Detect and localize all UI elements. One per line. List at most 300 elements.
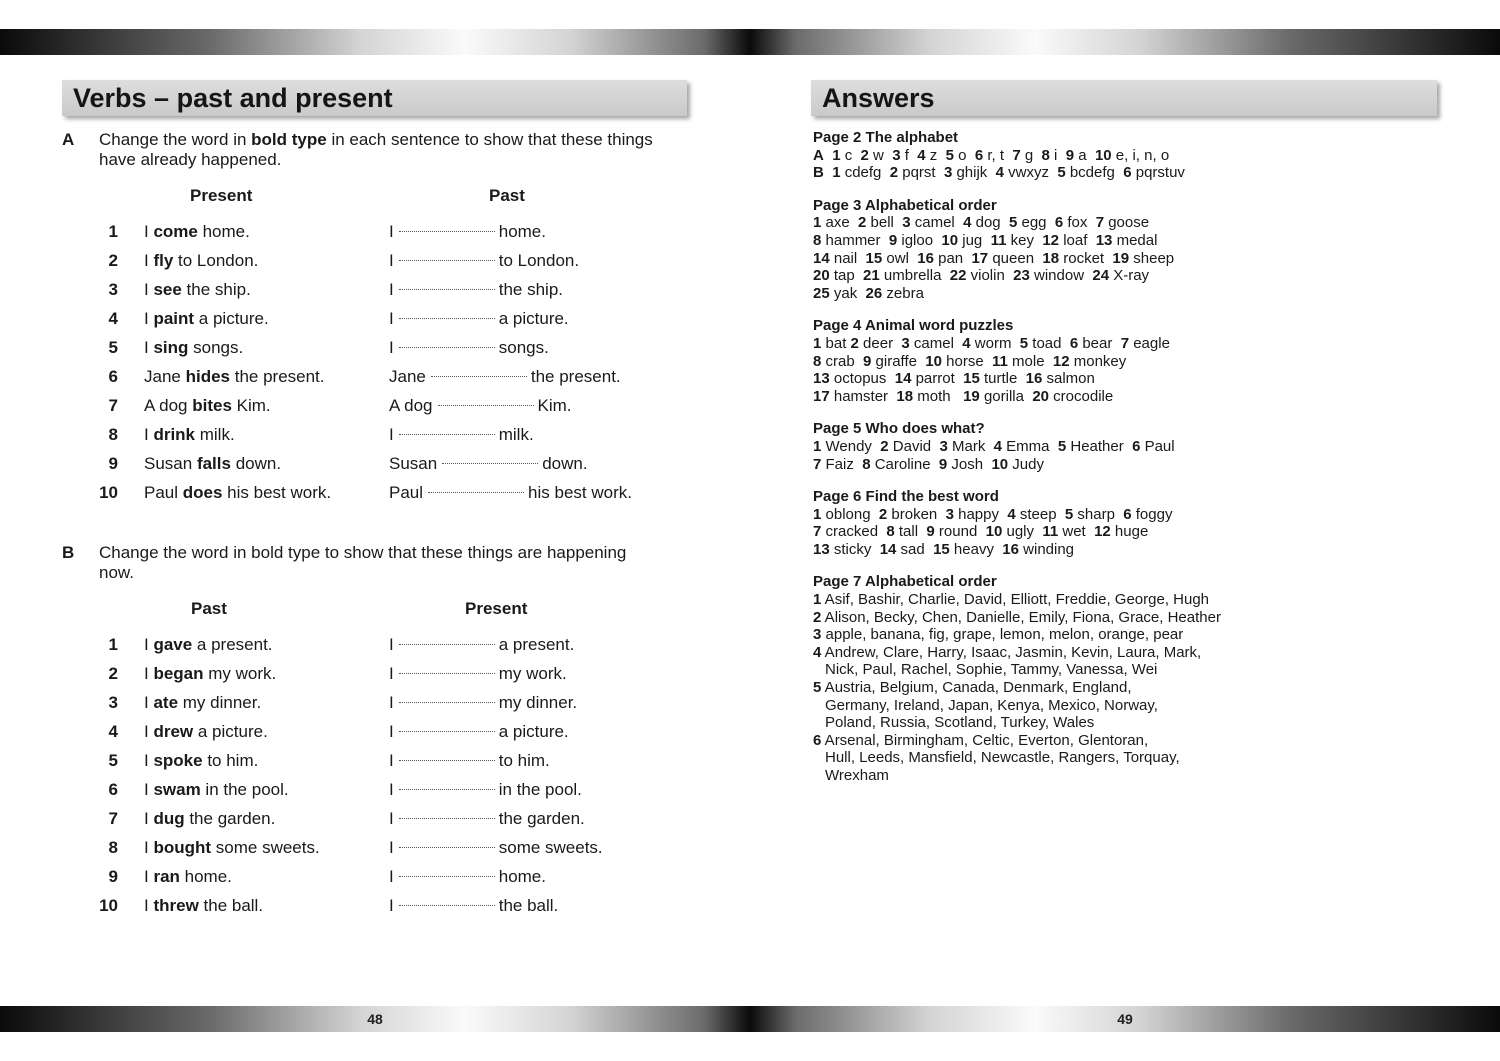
answer-text: horse	[941, 352, 993, 370]
answer-number: 1	[832, 146, 841, 164]
answer-number: 7	[1095, 214, 1105, 232]
answer-text: X-ray	[1109, 267, 1150, 285]
answer-line	[389, 394, 572, 418]
exercise-row	[0, 423, 700, 447]
target-verb: swam	[153, 780, 201, 799]
answer-text: bat	[821, 334, 851, 352]
answer-line	[389, 633, 574, 657]
answer-number: 15	[963, 370, 980, 388]
exercise-row	[0, 836, 700, 860]
sentence-start: I	[144, 780, 154, 799]
answer-subject: I	[389, 722, 394, 741]
answer-text: egg	[1017, 214, 1055, 232]
answer-number: 1	[813, 214, 822, 232]
target-verb: began	[153, 664, 204, 683]
sentence-end: milk.	[195, 425, 235, 444]
answer-text: w	[868, 146, 893, 164]
item-sentence	[144, 220, 250, 244]
sentence-start: I	[144, 838, 154, 857]
answer-text: mole	[1007, 352, 1053, 370]
answer-blank-input[interactable]	[399, 433, 495, 435]
answer-rest: the ship.	[498, 280, 563, 299]
exercise-row	[0, 452, 700, 476]
answer-number: 7	[1012, 146, 1021, 164]
answer-number: 3	[945, 505, 954, 523]
answer-rest: down.	[542, 454, 588, 473]
answer-blank-input[interactable]	[399, 672, 495, 674]
item-sentence	[144, 749, 258, 773]
section-b-instruction	[99, 543, 659, 583]
answer-text: cracked	[821, 523, 887, 541]
section-b-letter: B	[62, 543, 75, 562]
answer-number: 5	[813, 679, 822, 697]
exercise-row	[0, 778, 700, 802]
sentence-start: I	[144, 896, 154, 915]
answer-text: huge	[1110, 523, 1149, 541]
sentence-end: a picture.	[193, 722, 268, 741]
answer-text: Alison, Becky, Chen, Danielle, Emily, Fiona, Grace, Heather	[821, 608, 1221, 626]
answer-line	[813, 644, 1433, 662]
answer-block-title: Page 5 Who does what?	[813, 420, 985, 438]
sentence-end: to London.	[173, 251, 259, 270]
answer-text: salmon	[1042, 370, 1095, 388]
answer-text: heavy	[949, 540, 1003, 558]
answer-text: camel	[910, 214, 964, 232]
target-verb: ate	[153, 693, 179, 712]
answer-number: 3	[902, 214, 911, 232]
answer-rest: a present.	[498, 635, 575, 654]
answer-rest: my dinner.	[498, 693, 578, 712]
answer-line	[813, 250, 1433, 268]
answer-line	[813, 214, 1433, 232]
exercise-row	[0, 720, 700, 744]
answer-line	[389, 423, 534, 447]
right-page-number: 49	[1117, 1011, 1133, 1027]
item-number: 8	[108, 838, 118, 857]
answer-line	[813, 661, 1433, 679]
exercise-row	[0, 865, 700, 889]
answer-number: 16	[1025, 370, 1043, 388]
answer-number: 19	[1112, 249, 1130, 267]
exercise-row	[0, 481, 700, 505]
answer-blank-input[interactable]	[399, 846, 495, 848]
answer-number: 22	[949, 267, 967, 285]
answer-number: 5	[1057, 437, 1067, 455]
answer-number: 21	[863, 267, 880, 285]
answer-line	[813, 541, 1433, 559]
sentence-end: his best work.	[222, 483, 332, 502]
answer-line	[389, 278, 563, 302]
answer-number: 18	[896, 387, 914, 405]
sentence-end: to him.	[202, 751, 259, 770]
answer-rest: the present.	[530, 367, 621, 386]
answer-number: 8	[813, 231, 822, 249]
answer-text: Josh	[947, 455, 992, 473]
item-sentence	[144, 452, 281, 476]
answer-line	[813, 749, 1433, 767]
item-sentence	[144, 365, 325, 389]
answer-block	[813, 197, 1433, 303]
exercise-row	[0, 278, 700, 302]
sentence-start: I	[144, 635, 154, 654]
answer-text: giraffe	[871, 352, 926, 370]
answer-subject: I	[389, 693, 394, 712]
answer-number: 19	[963, 387, 980, 405]
sentence-end: my work.	[203, 664, 277, 683]
answer-blank-input[interactable]	[399, 817, 495, 819]
answer-number: 14	[894, 370, 912, 388]
answer-number: 17	[813, 387, 830, 405]
answer-blank-input[interactable]	[399, 759, 495, 761]
sentence-start: I	[144, 664, 154, 683]
answer-line	[389, 865, 546, 889]
answer-block-title: Page 2 The alphabet	[813, 129, 959, 146]
exercise-row	[0, 336, 700, 360]
answer-block	[813, 573, 1433, 784]
answer-blank-input[interactable]	[399, 788, 495, 790]
target-verb: bites	[192, 396, 232, 415]
answer-subject: I	[389, 222, 394, 241]
answer-rest: a picture.	[498, 309, 569, 328]
item-sentence	[144, 249, 258, 273]
answer-number: 5	[1064, 505, 1074, 523]
sentence-start: Jane	[144, 367, 186, 386]
answer-number: 20	[1032, 387, 1049, 405]
answer-text: gorilla	[979, 387, 1033, 405]
answer-text: umbrella	[879, 267, 950, 285]
answer-number: 1	[832, 164, 841, 182]
answer-line	[813, 626, 1433, 644]
answer-text: g	[1020, 146, 1042, 164]
answer-number: 15	[865, 249, 883, 267]
answer-blank-input[interactable]	[399, 259, 495, 261]
answer-subject: I	[389, 751, 394, 770]
answer-number: 7	[813, 455, 822, 473]
top-decorative-bar	[0, 29, 1500, 55]
answer-number: 6	[1054, 214, 1064, 232]
answer-number: 4	[963, 214, 972, 232]
item-sentence	[144, 633, 273, 657]
answer-number: 2	[850, 334, 859, 352]
answer-text: cdefg	[840, 164, 890, 182]
answer-text: David	[888, 437, 940, 455]
left-page-heading	[62, 80, 687, 116]
answer-rest: my work.	[498, 664, 567, 683]
answer-number: 10	[991, 455, 1009, 473]
answer-subject: I	[389, 809, 394, 828]
answer-rest: home.	[498, 222, 546, 241]
answer-rest: milk.	[498, 425, 534, 444]
item-number: 4	[108, 722, 118, 741]
target-verb: drink	[153, 425, 196, 444]
answer-blank-input[interactable]	[399, 730, 495, 732]
answer-line	[389, 720, 569, 744]
answer-number: 6	[1132, 437, 1141, 455]
item-sentence	[144, 865, 232, 889]
answer-number: 12	[1052, 352, 1070, 370]
exercise-row	[0, 662, 700, 686]
answer-text: bear	[1078, 334, 1121, 352]
answer-rest: the garden.	[498, 809, 585, 828]
answer-subject: I	[389, 338, 394, 357]
answer-number: 6	[974, 146, 984, 164]
sentence-start: I	[144, 867, 154, 886]
item-sentence	[144, 720, 268, 744]
answer-text: sheep	[1129, 249, 1175, 267]
answer-number: 13	[1095, 231, 1113, 249]
exercise-row	[0, 394, 700, 418]
target-verb: does	[182, 483, 223, 502]
answer-number: 14	[879, 540, 897, 558]
answer-text: loaf	[1059, 231, 1096, 249]
answer-line	[813, 591, 1433, 609]
right-page-title: Answers	[822, 83, 935, 113]
answer-text: z	[925, 146, 946, 164]
answer-rest: a picture.	[498, 722, 569, 741]
answer-blank-input[interactable]	[442, 462, 538, 464]
target-verb: fly	[153, 251, 174, 270]
answer-text: Wrexham	[825, 767, 889, 784]
answer-number: 5	[1019, 334, 1029, 352]
answer-number: 17	[971, 249, 989, 267]
sentence-start: Paul	[144, 483, 183, 502]
answer-number: 6	[1123, 505, 1132, 523]
target-verb: dug	[153, 809, 185, 828]
answer-text: hammer	[821, 231, 889, 249]
answer-line	[813, 506, 1433, 524]
answer-number: 8	[813, 352, 822, 370]
sentence-end: down.	[230, 454, 282, 473]
answer-subject: I	[389, 780, 394, 799]
answer-rest: some sweets.	[498, 838, 603, 857]
answer-text: wet	[1058, 523, 1095, 541]
answer-number: 10	[985, 523, 1003, 541]
sentence-end: a picture.	[194, 309, 269, 328]
answer-blank-input[interactable]	[399, 875, 495, 877]
answer-text: fox	[1063, 214, 1096, 232]
answer-subject: I	[389, 838, 394, 857]
answer-text: rocket	[1059, 249, 1113, 267]
answer-number: 6	[1069, 334, 1079, 352]
item-sentence	[144, 307, 269, 331]
answer-text: window	[1029, 267, 1093, 285]
answer-text: camel	[909, 334, 963, 352]
sentence-start: I	[144, 309, 154, 328]
item-number: 8	[108, 425, 118, 444]
exercise-row	[0, 633, 700, 657]
section-b-col-present: Present	[465, 599, 528, 618]
answer-rest: to him.	[498, 751, 550, 770]
item-number: 4	[108, 309, 118, 328]
bottom-decorative-bar	[0, 1006, 1500, 1032]
answer-line	[389, 452, 588, 476]
sentence-end: songs.	[188, 338, 244, 357]
answer-text: parrot	[911, 370, 964, 388]
sentence-end: the ship.	[181, 280, 251, 299]
answer-text: sharp	[1073, 505, 1124, 523]
answer-line	[813, 335, 1433, 353]
answer-number: 9	[888, 231, 898, 249]
target-verb: come	[153, 222, 198, 241]
answer-blank-input[interactable]	[399, 701, 495, 703]
answer-number: 10	[941, 231, 959, 249]
answer-number: 15	[933, 540, 950, 558]
answer-text: Austria, Belgium, Canada, Denmark, England,	[821, 679, 1132, 697]
answer-number: 6	[813, 731, 822, 749]
answer-number: 26	[865, 284, 883, 302]
answer-number: 2	[889, 164, 899, 182]
sentence-end: home.	[197, 222, 250, 241]
answer-number: 5	[1057, 164, 1066, 182]
answer-text: turtle	[979, 370, 1026, 388]
target-verb: see	[153, 280, 182, 299]
answer-line	[813, 438, 1433, 456]
answer-line	[389, 836, 603, 860]
item-sentence	[144, 278, 251, 302]
answer-line	[813, 267, 1433, 285]
answer-text: i	[1049, 146, 1066, 164]
answer-text: Judy	[1008, 455, 1044, 473]
sentence-start: I	[144, 693, 154, 712]
answer-blank-input[interactable]	[399, 230, 495, 232]
exercise-row	[0, 807, 700, 831]
answer-line	[389, 249, 579, 273]
item-number: 6	[108, 367, 118, 386]
answer-text: goose	[1104, 214, 1150, 232]
answer-text: bell	[866, 214, 903, 232]
answer-text: Paul	[1140, 437, 1175, 455]
answer-number: 6	[1123, 164, 1132, 182]
answer-line	[389, 807, 585, 831]
answer-line	[813, 732, 1433, 750]
answer-number: 3	[813, 626, 822, 644]
answer-blank-input[interactable]	[399, 288, 495, 290]
answer-text: Wendy	[821, 437, 881, 455]
answer-text: round	[934, 523, 986, 541]
answer-number: 4	[813, 643, 822, 661]
answer-number: 9	[1065, 146, 1075, 164]
answer-number: 4	[1007, 505, 1016, 523]
answer-number: 9	[863, 352, 872, 370]
target-verb: bought	[153, 838, 212, 857]
answer-text: f	[900, 146, 918, 164]
answer-rest: the ball.	[498, 896, 559, 915]
exercise-row	[0, 691, 700, 715]
section-a-col-past: Past	[489, 186, 525, 205]
section-a-letter: A	[62, 130, 75, 149]
answer-rest: his best work.	[528, 483, 632, 502]
answer-text: jug	[958, 231, 991, 249]
answer-text: pan	[933, 249, 972, 267]
answer-text: foggy	[1131, 505, 1173, 523]
sentence-start: I	[144, 222, 154, 241]
answer-line	[813, 609, 1433, 627]
item-number: 7	[108, 809, 118, 828]
sentence-end: a present.	[192, 635, 273, 654]
answer-text: winding	[1018, 540, 1075, 558]
answer-text: ghijk	[952, 164, 996, 182]
answer-subject: Paul	[389, 483, 424, 502]
target-verb: hides	[185, 367, 230, 386]
target-verb: paint	[153, 309, 195, 328]
item-sentence	[144, 691, 261, 715]
item-sentence	[144, 394, 271, 418]
left-page-title: Verbs – past and present	[73, 83, 393, 113]
answer-line	[389, 778, 582, 802]
answer-text: dog	[971, 214, 1009, 232]
answer-line	[389, 365, 621, 389]
answer-number: 3	[939, 437, 948, 455]
sentence-end: the garden.	[184, 809, 276, 828]
answer-text: Asif, Bashir, Charlie, David, Elliott, Freddie, George, Hugh	[821, 591, 1210, 609]
answer-text	[824, 164, 832, 181]
answer-text: bcdefg	[1065, 164, 1124, 182]
answer-number: 13	[813, 540, 830, 558]
answer-text: octopus	[829, 370, 895, 388]
answer-text: worm	[970, 334, 1020, 352]
answer-number: 10	[1094, 146, 1112, 164]
answer-subject: I	[389, 425, 394, 444]
answer-text: ugly	[1002, 523, 1043, 541]
answer-number: 8	[862, 455, 871, 473]
answer-blank-input[interactable]	[438, 404, 534, 406]
answer-number: 12	[1042, 231, 1060, 249]
answer-line	[389, 336, 549, 360]
answer-blank-input[interactable]	[399, 317, 495, 319]
exercise-row	[0, 749, 700, 773]
answer-blank-input[interactable]	[399, 346, 495, 348]
sentence-start: I	[144, 251, 154, 270]
item-number: 3	[108, 280, 118, 299]
answer-line	[389, 894, 558, 918]
sentence-end: the present.	[230, 367, 325, 386]
answer-text: Arsenal, Birmingham, Celtic, Everton, Glentoran,	[821, 731, 1149, 749]
target-verb: sing	[153, 338, 189, 357]
item-number: 6	[108, 780, 118, 799]
answer-blank-input[interactable]	[428, 491, 524, 493]
answer-block-title: Page 6 Find the best word	[813, 488, 999, 506]
answer-text: crocodile	[1049, 387, 1114, 405]
answer-text: pqrst	[898, 164, 944, 182]
instruction-text: Change the word in bold type to show that these things are happening now.	[99, 543, 627, 582]
item-sentence	[144, 481, 331, 505]
answer-rest: in the pool.	[498, 780, 582, 799]
section-a-col-present: Present	[190, 186, 253, 205]
answer-number: 16	[1002, 540, 1019, 558]
answer-block-title: Page 4 Animal word puzzles	[813, 317, 1014, 335]
exercise-row	[0, 894, 700, 918]
answer-number: 11	[1042, 523, 1059, 541]
answer-line	[813, 714, 1433, 732]
sentence-start: I	[144, 425, 154, 444]
item-number: 5	[108, 751, 118, 770]
sentence-end: my dinner.	[178, 693, 262, 712]
answer-text: Poland, Russia, Scotland, Turkey, Wales	[825, 714, 1095, 732]
answer-text: Mark	[947, 437, 994, 455]
answer-text: moth	[913, 387, 964, 405]
answer-block	[813, 129, 1433, 182]
answer-line	[389, 481, 632, 505]
answer-blank-input[interactable]	[399, 904, 495, 906]
sentence-end: Kim.	[231, 396, 271, 415]
answer-block	[813, 420, 1433, 473]
item-sentence	[144, 778, 289, 802]
answer-number: 7	[1120, 334, 1130, 352]
answer-blank-input[interactable]	[399, 643, 495, 645]
answer-number: 2	[878, 505, 888, 523]
answer-number: 1	[813, 437, 822, 455]
answer-blank-input[interactable]	[431, 375, 527, 377]
